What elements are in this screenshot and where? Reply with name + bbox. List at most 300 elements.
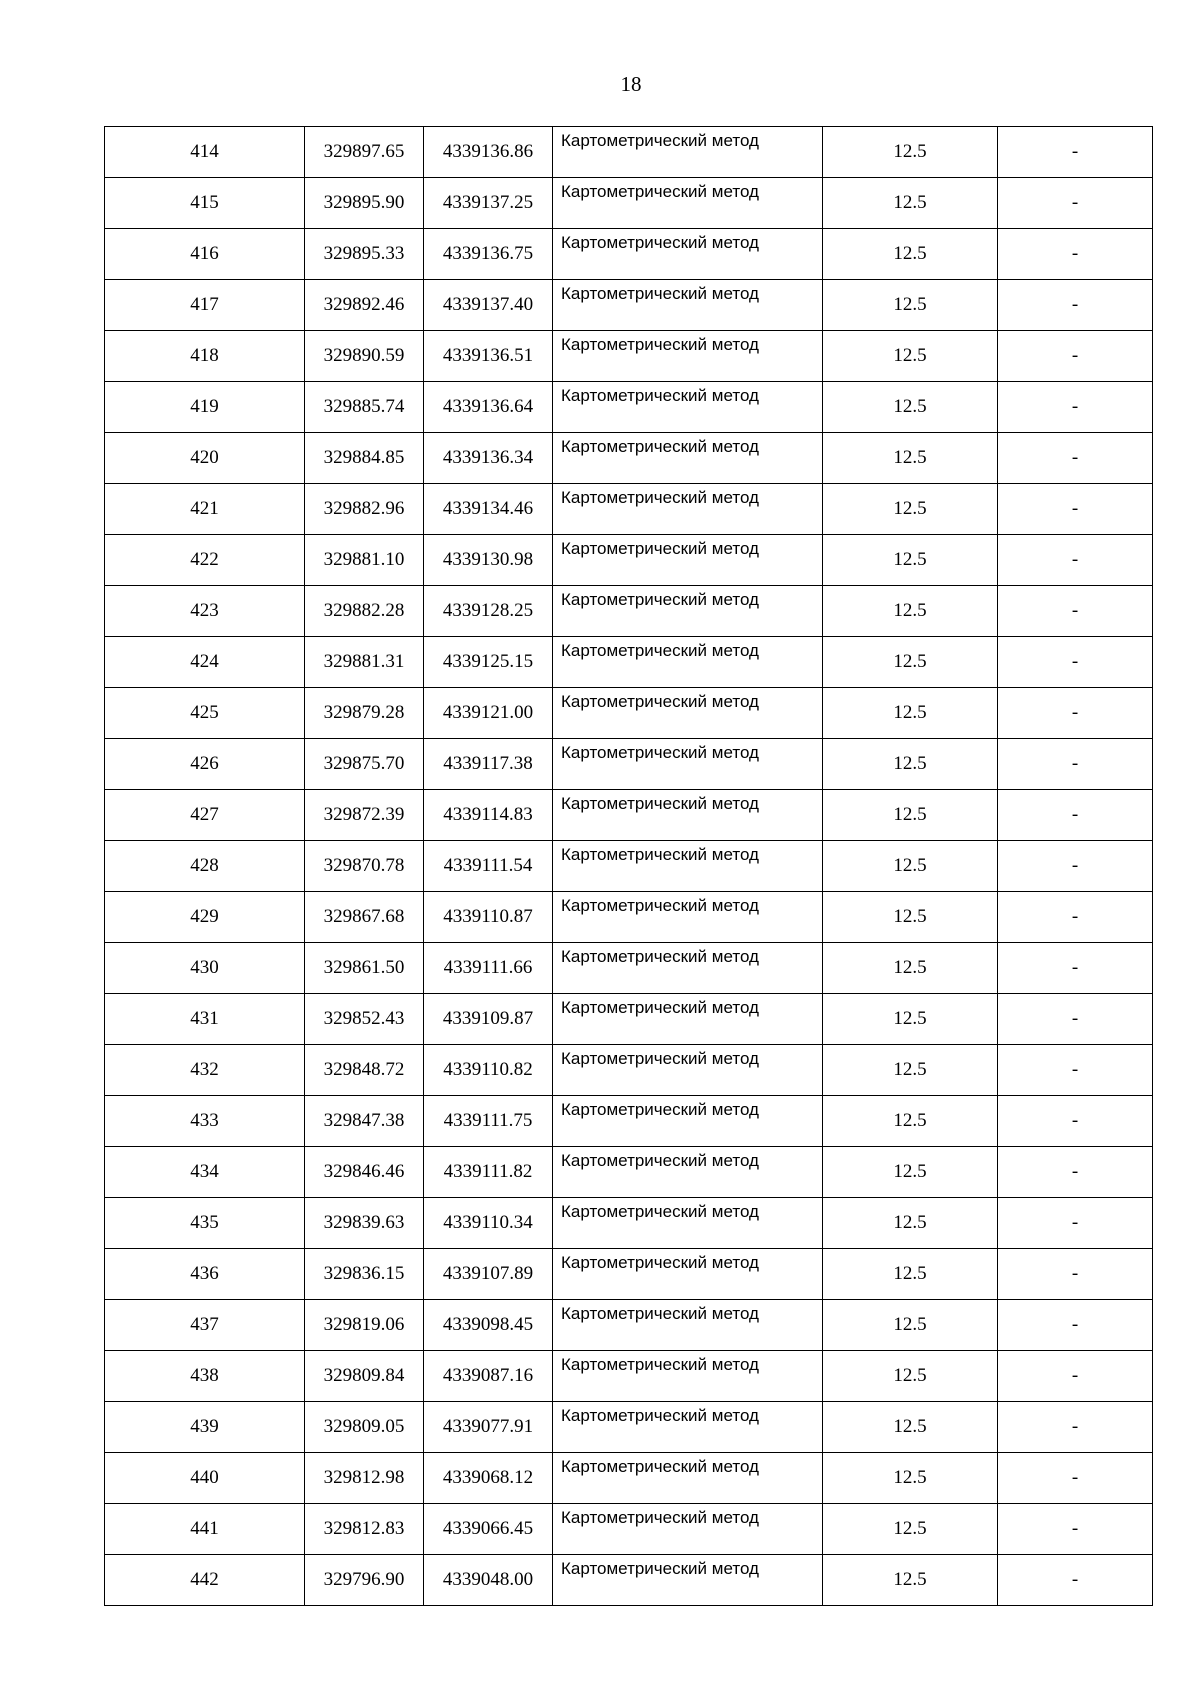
- y-coordinate-cell: [424, 484, 553, 535]
- note-cell: [998, 1096, 1153, 1147]
- accuracy-cell: [823, 943, 998, 994]
- accuracy-cell: [823, 637, 998, 688]
- x-coordinate-cell: [305, 841, 424, 892]
- note-cell-text: -: [1071, 1059, 1079, 1080]
- x-coordinate-cell-text: 329895.33: [323, 243, 405, 264]
- note-cell-text: -: [1071, 1110, 1079, 1131]
- method-cell-text: Картометрический метод: [561, 488, 759, 507]
- method-cell: [553, 790, 823, 841]
- note-cell: [998, 790, 1153, 841]
- accuracy-cell-text: 12.5: [893, 855, 927, 876]
- note-cell-text: -: [1071, 1569, 1079, 1590]
- y-coordinate-cell: [424, 892, 553, 943]
- x-coordinate-cell: [305, 1504, 424, 1555]
- table-row: [105, 739, 1153, 790]
- table-row: [105, 586, 1153, 637]
- note-cell: [998, 688, 1153, 739]
- x-coordinate-cell: [305, 1096, 424, 1147]
- x-coordinate-cell-text: 329819.06: [323, 1314, 405, 1335]
- point-number-cell: [105, 1351, 305, 1402]
- y-coordinate-cell-text: 4339117.38: [443, 753, 533, 774]
- method-cell-text: Картометрический метод: [561, 1202, 759, 1221]
- y-coordinate-cell: [424, 535, 553, 586]
- note-cell: [998, 229, 1153, 280]
- method-cell: [553, 280, 823, 331]
- method-cell: [553, 1351, 823, 1402]
- y-coordinate-cell: [424, 790, 553, 841]
- note-cell-text: -: [1071, 549, 1079, 570]
- note-cell-text: -: [1071, 1314, 1079, 1335]
- x-coordinate-cell-text: 329895.90: [323, 192, 405, 213]
- y-coordinate-cell: [424, 1147, 553, 1198]
- accuracy-cell-text: 12.5: [893, 549, 927, 570]
- note-cell-text: -: [1071, 855, 1079, 876]
- note-cell-text: -: [1071, 906, 1079, 927]
- accuracy-cell: [823, 178, 998, 229]
- x-coordinate-cell: [305, 943, 424, 994]
- point-number-cell-text: 429: [190, 906, 219, 927]
- method-cell-text: Картометрический метод: [561, 1559, 759, 1578]
- y-coordinate-cell: [424, 1453, 553, 1504]
- accuracy-cell-text: 12.5: [893, 243, 927, 264]
- point-number-cell-text: 433: [190, 1110, 219, 1131]
- x-coordinate-cell: [305, 382, 424, 433]
- method-cell: [553, 943, 823, 994]
- point-number-cell: [105, 1402, 305, 1453]
- point-number-cell: [105, 433, 305, 484]
- table-row: [105, 1504, 1153, 1555]
- method-cell: [553, 586, 823, 637]
- x-coordinate-cell-text: 329852.43: [323, 1008, 405, 1029]
- y-coordinate-cell-text: 4339114.83: [443, 804, 533, 825]
- note-cell-text: -: [1071, 141, 1079, 162]
- point-number-cell-text: 423: [190, 600, 219, 621]
- method-cell-text: Картометрический метод: [561, 1253, 759, 1272]
- y-coordinate-cell-text: 4339107.89: [442, 1263, 534, 1284]
- table-row: [105, 637, 1153, 688]
- accuracy-cell: [823, 280, 998, 331]
- method-cell-text: Картометрический метод: [561, 1355, 759, 1374]
- accuracy-cell: [823, 994, 998, 1045]
- y-coordinate-cell: [424, 331, 553, 382]
- note-cell-text: -: [1071, 1365, 1079, 1386]
- method-cell-text: Картометрический метод: [561, 641, 759, 660]
- x-coordinate-cell-text: 329846.46: [323, 1161, 405, 1182]
- table-row: [105, 1096, 1153, 1147]
- point-number-cell: [105, 1300, 305, 1351]
- point-number-cell-text: 439: [190, 1416, 219, 1437]
- accuracy-cell-text: 12.5: [893, 600, 927, 621]
- point-number-cell-text: 437: [190, 1314, 219, 1335]
- x-coordinate-cell-text: 329796.90: [323, 1569, 405, 1590]
- table-row: [105, 178, 1153, 229]
- accuracy-cell: [823, 382, 998, 433]
- method-cell: [553, 382, 823, 433]
- point-number-cell-text: 436: [190, 1263, 219, 1284]
- note-cell: [998, 484, 1153, 535]
- method-cell-text: Картометрический метод: [561, 386, 759, 405]
- table-row: [105, 1198, 1153, 1249]
- y-coordinate-cell-text: 4339087.16: [442, 1365, 534, 1386]
- y-coordinate-cell: [424, 841, 553, 892]
- accuracy-cell-text: 12.5: [893, 1008, 927, 1029]
- accuracy-cell: [823, 433, 998, 484]
- method-cell-text: Картометрический метод: [561, 1406, 759, 1425]
- note-cell-text: -: [1071, 243, 1079, 264]
- x-coordinate-cell-text: 329892.46: [323, 294, 405, 315]
- note-cell-text: -: [1071, 192, 1079, 213]
- accuracy-cell: [823, 331, 998, 382]
- accuracy-cell: [823, 1555, 998, 1606]
- note-cell: [998, 994, 1153, 1045]
- x-coordinate-cell-text: 329836.15: [323, 1263, 405, 1284]
- y-coordinate-cell-text: 4339098.45: [442, 1314, 534, 1335]
- method-cell: [553, 1300, 823, 1351]
- point-number-cell: [105, 127, 305, 178]
- point-number-cell-text: 421: [190, 498, 219, 519]
- point-number-cell-text: 441: [190, 1518, 219, 1539]
- y-coordinate-cell-text: 4339136.64: [442, 396, 534, 417]
- note-cell: [998, 280, 1153, 331]
- point-number-cell-text: 415: [190, 192, 219, 213]
- table-row: [105, 1045, 1153, 1096]
- note-cell: [998, 739, 1153, 790]
- accuracy-cell: [823, 1351, 998, 1402]
- note-cell-text: -: [1071, 447, 1079, 468]
- note-cell: [998, 1453, 1153, 1504]
- accuracy-cell: [823, 1096, 998, 1147]
- table-row: [105, 1453, 1153, 1504]
- table-row: [105, 994, 1153, 1045]
- accuracy-cell-text: 12.5: [893, 1059, 927, 1080]
- method-cell: [553, 484, 823, 535]
- note-cell: [998, 382, 1153, 433]
- accuracy-cell-text: 12.5: [893, 957, 927, 978]
- accuracy-cell: [823, 1504, 998, 1555]
- y-coordinate-cell: [424, 1249, 553, 1300]
- point-number-cell: [105, 178, 305, 229]
- x-coordinate-cell-text: 329847.38: [323, 1110, 405, 1131]
- y-coordinate-cell-text: 4339110.34: [443, 1212, 533, 1233]
- x-coordinate-cell: [305, 1555, 424, 1606]
- y-coordinate-cell-text: 4339048.00: [442, 1569, 534, 1590]
- point-number-cell-text: 440: [190, 1467, 219, 1488]
- note-cell: [998, 892, 1153, 943]
- method-cell: [553, 1453, 823, 1504]
- point-number-cell-text: 427: [190, 804, 219, 825]
- note-cell-text: -: [1071, 396, 1079, 417]
- method-cell-text: Картометрический метод: [561, 335, 759, 354]
- accuracy-cell-text: 12.5: [893, 804, 927, 825]
- accuracy-cell-text: 12.5: [893, 651, 927, 672]
- y-coordinate-cell: [424, 1045, 553, 1096]
- table-row: [105, 1147, 1153, 1198]
- accuracy-cell-text: 12.5: [893, 906, 927, 927]
- y-coordinate-cell: [424, 433, 553, 484]
- y-coordinate-cell-text: 4339066.45: [442, 1518, 534, 1539]
- accuracy-cell-text: 12.5: [893, 1263, 927, 1284]
- point-number-cell: [105, 280, 305, 331]
- y-coordinate-cell: [424, 382, 553, 433]
- y-coordinate-cell-text: 4339077.91: [442, 1416, 534, 1437]
- accuracy-cell-text: 12.5: [893, 396, 927, 417]
- accuracy-cell-text: 12.5: [893, 1314, 927, 1335]
- y-coordinate-cell-text: 4339136.51: [442, 345, 534, 366]
- point-number-cell: [105, 637, 305, 688]
- point-number-cell: [105, 331, 305, 382]
- y-coordinate-cell-text: 4339137.40: [442, 294, 534, 315]
- y-coordinate-cell: [424, 1351, 553, 1402]
- table-row: [105, 1402, 1153, 1453]
- x-coordinate-cell-text: 329884.85: [323, 447, 405, 468]
- x-coordinate-cell: [305, 892, 424, 943]
- method-cell: [553, 1249, 823, 1300]
- note-cell-text: -: [1071, 1008, 1079, 1029]
- x-coordinate-cell: [305, 688, 424, 739]
- y-coordinate-cell-text: 4339125.15: [442, 651, 534, 672]
- x-coordinate-cell-text: 329890.59: [323, 345, 405, 366]
- method-cell-text: Картометрический метод: [561, 1304, 759, 1323]
- point-number-cell: [105, 994, 305, 1045]
- accuracy-cell: [823, 892, 998, 943]
- note-cell-text: -: [1071, 753, 1079, 774]
- point-number-cell: [105, 1249, 305, 1300]
- point-number-cell: [105, 1045, 305, 1096]
- accuracy-cell: [823, 841, 998, 892]
- x-coordinate-cell: [305, 433, 424, 484]
- y-coordinate-cell: [424, 229, 553, 280]
- x-coordinate-cell: [305, 994, 424, 1045]
- coordinates-table: [104, 126, 1153, 1606]
- method-cell: [553, 1198, 823, 1249]
- point-number-cell: [105, 790, 305, 841]
- note-cell: [998, 1351, 1153, 1402]
- table-row: [105, 535, 1153, 586]
- accuracy-cell: [823, 1249, 998, 1300]
- x-coordinate-cell: [305, 586, 424, 637]
- accuracy-cell-text: 12.5: [893, 498, 927, 519]
- point-number-cell-text: 420: [190, 447, 219, 468]
- point-number-cell-text: 417: [190, 294, 219, 315]
- point-number-cell: [105, 1555, 305, 1606]
- accuracy-cell: [823, 688, 998, 739]
- point-number-cell: [105, 484, 305, 535]
- note-cell: [998, 1402, 1153, 1453]
- note-cell: [998, 1300, 1153, 1351]
- method-cell: [553, 637, 823, 688]
- note-cell-text: -: [1071, 345, 1079, 366]
- method-cell: [553, 892, 823, 943]
- x-coordinate-cell-text: 329861.50: [323, 957, 405, 978]
- method-cell: [553, 994, 823, 1045]
- method-cell: [553, 1045, 823, 1096]
- accuracy-cell: [823, 1453, 998, 1504]
- x-coordinate-cell-text: 329809.05: [323, 1416, 405, 1437]
- table-row: [105, 943, 1153, 994]
- table-row: [105, 1351, 1153, 1402]
- method-cell-text: Картометрический метод: [561, 998, 759, 1017]
- y-coordinate-cell-text: 4339110.82: [443, 1059, 533, 1080]
- x-coordinate-cell-text: 329839.63: [323, 1212, 405, 1233]
- table-row: [105, 841, 1153, 892]
- accuracy-cell-text: 12.5: [893, 702, 927, 723]
- accuracy-cell: [823, 790, 998, 841]
- method-cell-text: Картометрический метод: [561, 182, 759, 201]
- table-row: [105, 484, 1153, 535]
- x-coordinate-cell: [305, 1402, 424, 1453]
- x-coordinate-cell-text: 329882.28: [323, 600, 405, 621]
- x-coordinate-cell-text: 329875.70: [323, 753, 405, 774]
- x-coordinate-cell-text: 329848.72: [323, 1059, 405, 1080]
- note-cell: [998, 586, 1153, 637]
- x-coordinate-cell: [305, 484, 424, 535]
- method-cell-text: Картометрический метод: [561, 284, 759, 303]
- note-cell: [998, 1249, 1153, 1300]
- table-row: [105, 1249, 1153, 1300]
- note-cell-text: -: [1071, 1161, 1079, 1182]
- y-coordinate-cell-text: 4339111.82: [443, 1161, 533, 1182]
- method-cell-text: Картометрический метод: [561, 692, 759, 711]
- x-coordinate-cell: [305, 1249, 424, 1300]
- method-cell: [553, 535, 823, 586]
- point-number-cell-text: 438: [190, 1365, 219, 1386]
- point-number-cell-text: 426: [190, 753, 219, 774]
- accuracy-cell-text: 12.5: [893, 753, 927, 774]
- note-cell: [998, 1147, 1153, 1198]
- x-coordinate-cell-text: 329882.96: [323, 498, 405, 519]
- accuracy-cell: [823, 1300, 998, 1351]
- y-coordinate-cell: [424, 586, 553, 637]
- method-cell: [553, 1555, 823, 1606]
- method-cell-text: Картометрический метод: [561, 131, 759, 150]
- x-coordinate-cell: [305, 739, 424, 790]
- note-cell: [998, 178, 1153, 229]
- x-coordinate-cell: [305, 1300, 424, 1351]
- y-coordinate-cell-text: 4339136.86: [442, 141, 534, 162]
- point-number-cell-text: 431: [190, 1008, 219, 1029]
- y-coordinate-cell: [424, 688, 553, 739]
- y-coordinate-cell-text: 4339110.87: [443, 906, 533, 927]
- y-coordinate-cell: [424, 178, 553, 229]
- method-cell-text: Картометрический метод: [561, 1457, 759, 1476]
- note-cell-text: -: [1071, 702, 1079, 723]
- x-coordinate-cell: [305, 637, 424, 688]
- x-coordinate-cell-text: 329879.28: [323, 702, 405, 723]
- y-coordinate-cell: [424, 1402, 553, 1453]
- note-cell: [998, 331, 1153, 382]
- y-coordinate-cell: [424, 943, 553, 994]
- method-cell: [553, 739, 823, 790]
- note-cell-text: -: [1071, 1518, 1079, 1539]
- point-number-cell: [105, 841, 305, 892]
- point-number-cell-text: 418: [190, 345, 219, 366]
- y-coordinate-cell: [424, 994, 553, 1045]
- point-number-cell: [105, 229, 305, 280]
- point-number-cell-text: 434: [190, 1161, 219, 1182]
- x-coordinate-cell-text: 329809.84: [323, 1365, 405, 1386]
- x-coordinate-cell: [305, 1147, 424, 1198]
- method-cell-text: Картометрический метод: [561, 1508, 759, 1527]
- accuracy-cell: [823, 739, 998, 790]
- x-coordinate-cell-text: 329812.98: [323, 1467, 405, 1488]
- y-coordinate-cell: [424, 1096, 553, 1147]
- coordinates-table-body: [105, 127, 1153, 1606]
- table-row: [105, 280, 1153, 331]
- accuracy-cell-text: 12.5: [893, 1110, 927, 1131]
- method-cell: [553, 841, 823, 892]
- note-cell-text: -: [1071, 957, 1079, 978]
- note-cell: [998, 637, 1153, 688]
- x-coordinate-cell: [305, 1198, 424, 1249]
- y-coordinate-cell: [424, 1555, 553, 1606]
- accuracy-cell: [823, 586, 998, 637]
- accuracy-cell-text: 12.5: [893, 141, 927, 162]
- note-cell-text: -: [1071, 1416, 1079, 1437]
- y-coordinate-cell-text: 4339128.25: [442, 600, 534, 621]
- point-number-cell: [105, 739, 305, 790]
- y-coordinate-cell: [424, 280, 553, 331]
- y-coordinate-cell-text: 4339109.87: [442, 1008, 534, 1029]
- method-cell-text: Картометрический метод: [561, 896, 759, 915]
- note-cell: [998, 1045, 1153, 1096]
- x-coordinate-cell: [305, 1453, 424, 1504]
- point-number-cell: [105, 1147, 305, 1198]
- method-cell-text: Картометрический метод: [561, 743, 759, 762]
- note-cell: [998, 535, 1153, 586]
- point-number-cell-text: 416: [190, 243, 219, 264]
- note-cell-text: -: [1071, 804, 1079, 825]
- note-cell-text: -: [1071, 1467, 1079, 1488]
- point-number-cell: [105, 1453, 305, 1504]
- y-coordinate-cell: [424, 1300, 553, 1351]
- y-coordinate-cell-text: 4339111.66: [443, 957, 533, 978]
- method-cell-text: Картометрический метод: [561, 539, 759, 558]
- note-cell-text: -: [1071, 294, 1079, 315]
- method-cell: [553, 688, 823, 739]
- note-cell: [998, 127, 1153, 178]
- note-cell-text: -: [1071, 1263, 1079, 1284]
- accuracy-cell: [823, 1198, 998, 1249]
- accuracy-cell: [823, 484, 998, 535]
- note-cell: [998, 1198, 1153, 1249]
- method-cell: [553, 433, 823, 484]
- x-coordinate-cell-text: 329885.74: [323, 396, 405, 417]
- table-row: [105, 790, 1153, 841]
- point-number-cell-text: 425: [190, 702, 219, 723]
- point-number-cell-text: 424: [190, 651, 219, 672]
- method-cell-text: Картометрический метод: [561, 590, 759, 609]
- point-number-cell: [105, 943, 305, 994]
- y-coordinate-cell-text: 4339111.75: [443, 1110, 533, 1131]
- y-coordinate-cell-text: 4339068.12: [442, 1467, 534, 1488]
- point-number-cell-text: 435: [190, 1212, 219, 1233]
- note-cell: [998, 1504, 1153, 1555]
- note-cell-text: -: [1071, 600, 1079, 621]
- y-coordinate-cell-text: 4339134.46: [442, 498, 534, 519]
- point-number-cell: [105, 382, 305, 433]
- point-number-cell-text: 422: [190, 549, 219, 570]
- page-number: 18: [620, 72, 642, 96]
- point-number-cell-text: 430: [190, 957, 219, 978]
- method-cell: [553, 1147, 823, 1198]
- method-cell: [553, 178, 823, 229]
- point-number-cell-text: 442: [190, 1569, 219, 1590]
- x-coordinate-cell-text: 329881.10: [323, 549, 405, 570]
- x-coordinate-cell: [305, 178, 424, 229]
- table-row: [105, 1555, 1153, 1606]
- table-row: [105, 331, 1153, 382]
- accuracy-cell: [823, 1045, 998, 1096]
